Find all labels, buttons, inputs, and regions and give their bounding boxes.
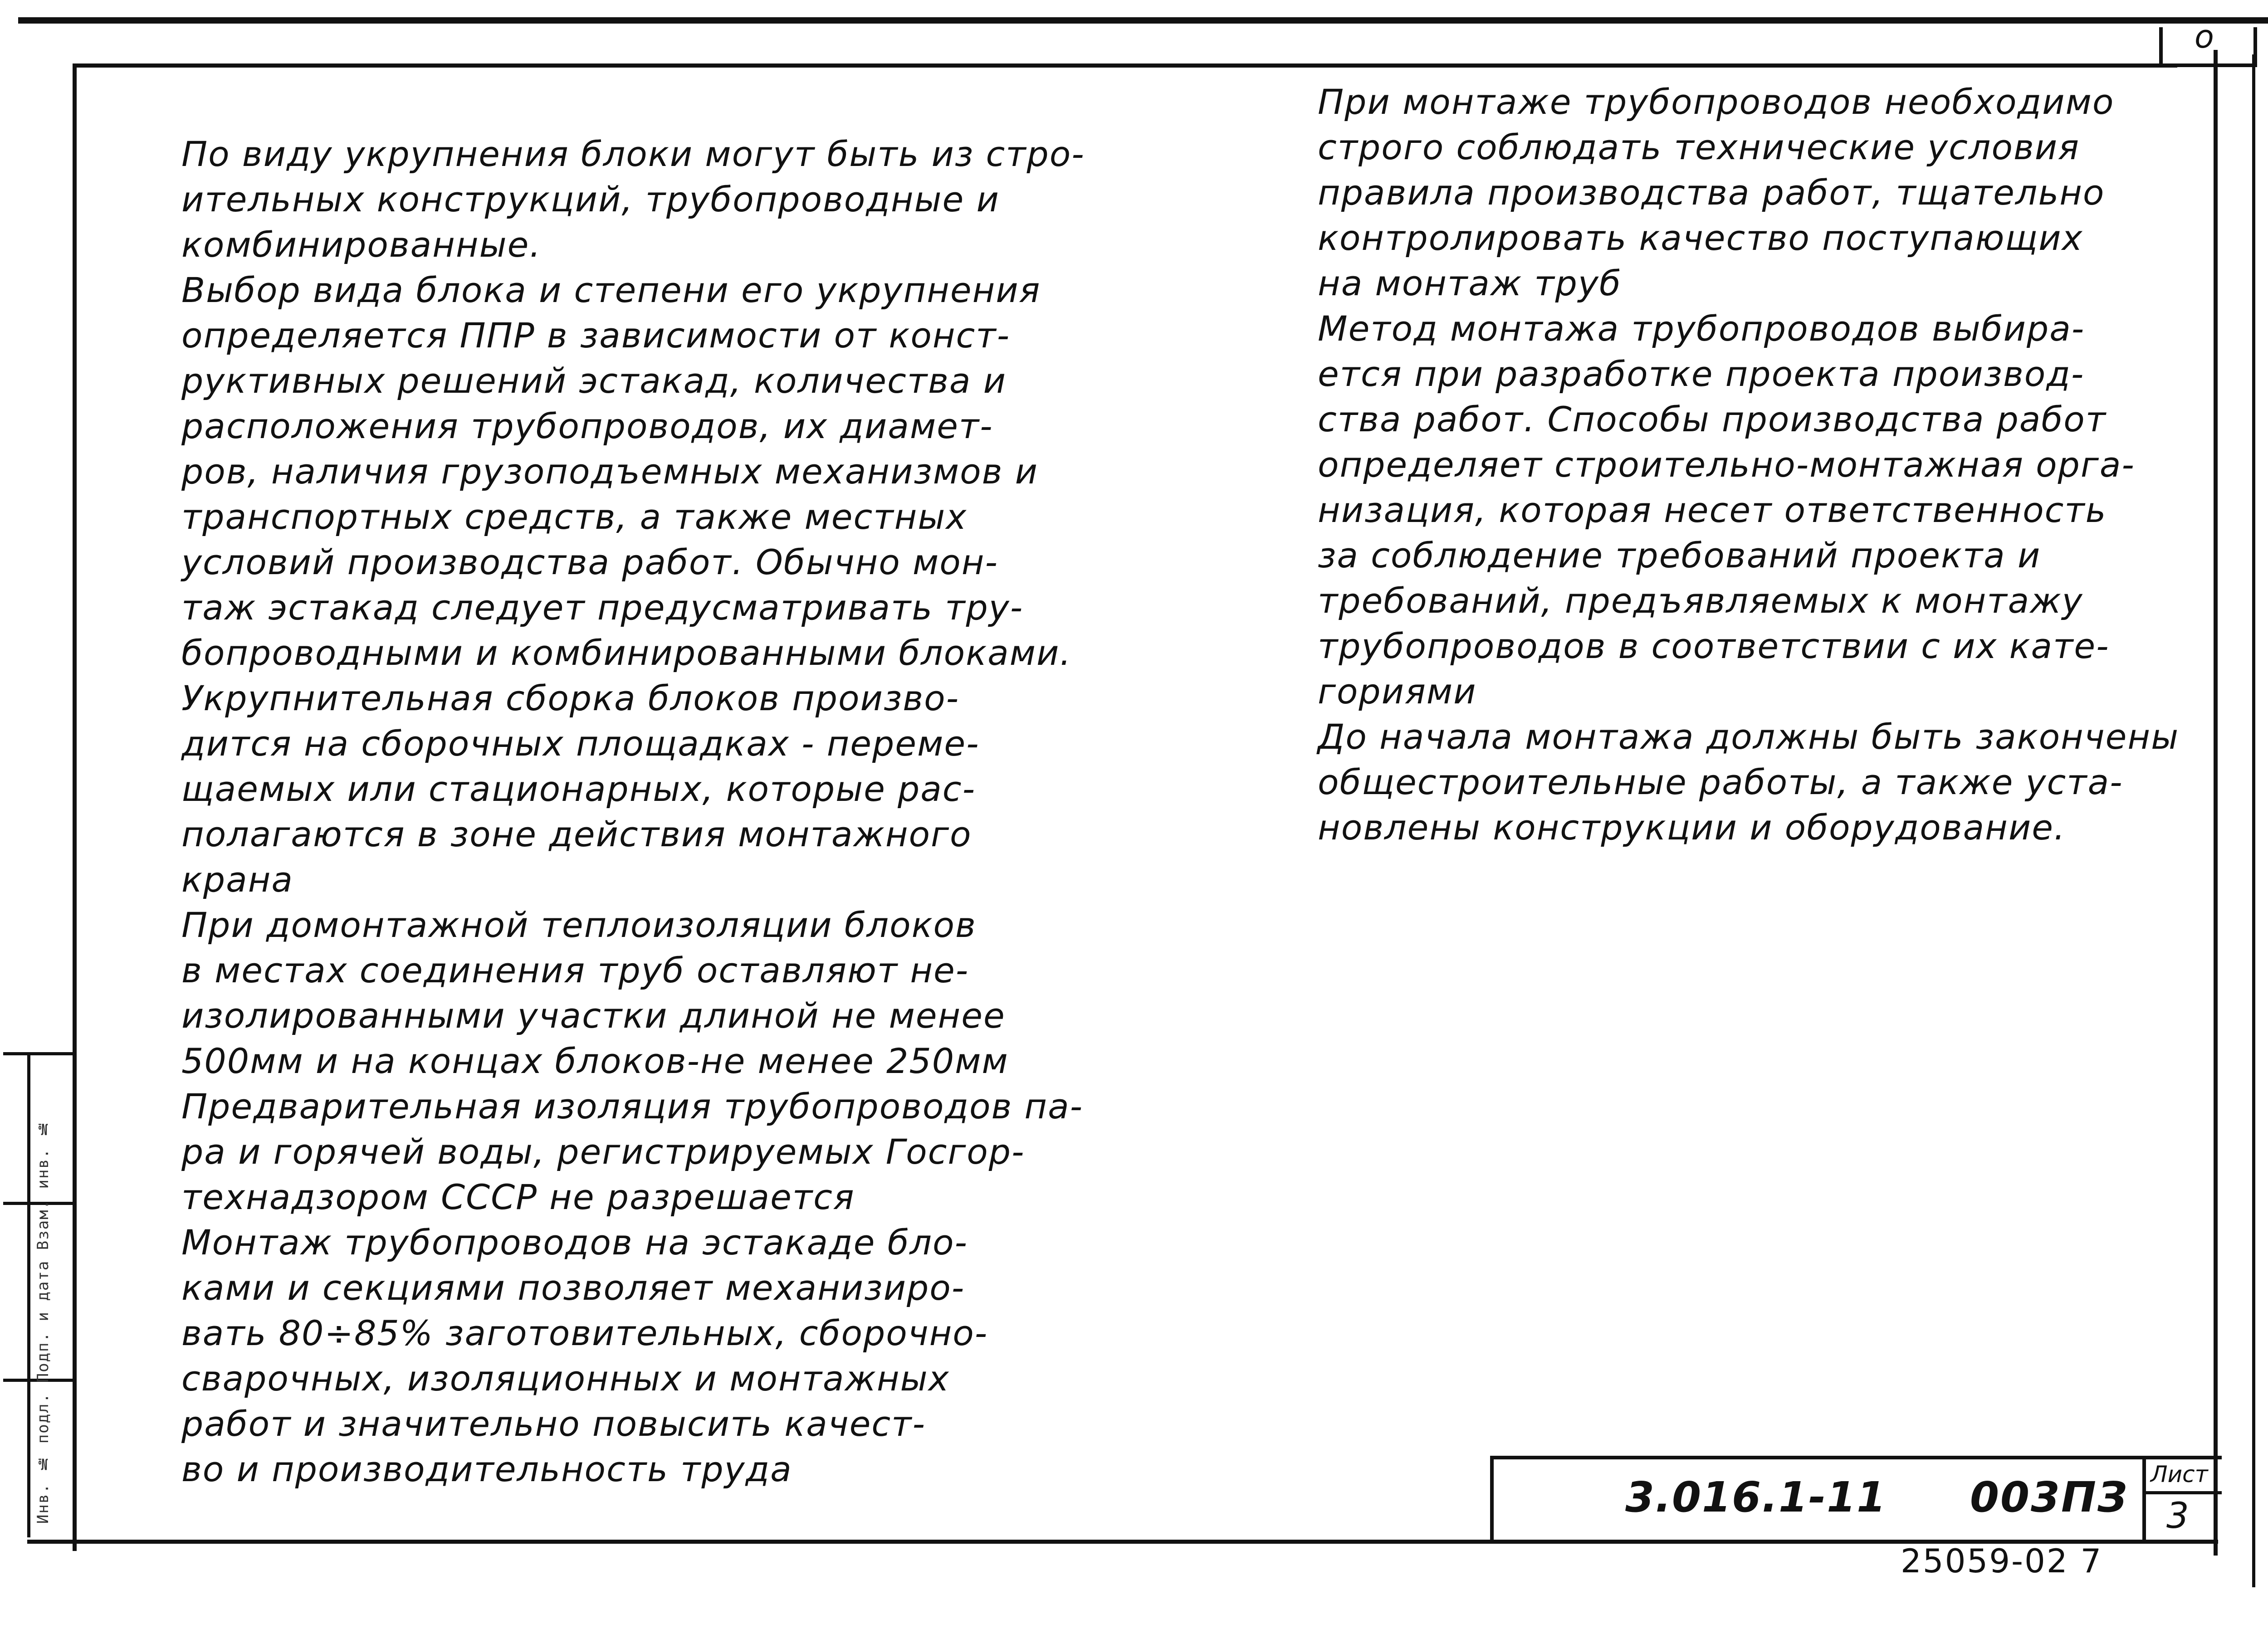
text-line: во и производительность труда [181,1449,792,1489]
text-line: ками и секциями позволяет механизиро- [181,1268,965,1308]
text-line: изолированными участки длиной не менее [181,995,1006,1036]
corner-sheet-tab [2159,18,2257,67]
text-line: работ и значительно повысить качест- [181,1404,926,1444]
text-line: контролировать качество поступающих [1318,218,2083,258]
text-line: По виду укрупнения блоки могут быть из стро- [181,134,1085,174]
text-line: При домонтажной теплоизоляции блоков [181,905,977,945]
text-line: низация, которая несет ответственность [1318,490,2107,530]
text-line: руктивных решений эстакад, количества и [181,361,1007,401]
binding-stamp [27,1052,77,1537]
title-block [1490,1456,2222,1543]
text-line: таж эстакад следует предусматривать тру- [181,587,1024,628]
text-line: условий производства работ. Обычно мон- [181,542,998,582]
text-line: сварочных, изоляционных и монтажных [181,1358,950,1399]
text-line: на монтаж труб [1318,263,1622,303]
text-line: расположения трубопроводов, их диамет- [181,406,993,446]
archive-number: 25059-02 7 [1901,1542,2103,1580]
sheet-cell-rule [2146,1491,2222,1494]
stamp-divider [3,1052,76,1055]
text-line: дится на сборочных площадках - переме- [181,723,980,764]
text-line: 500мм и на концах блоков-не менее 250мм [181,1041,1009,1081]
text-line: ров, наличия грузоподъемных механизмов и [181,451,1038,492]
text-line: определяет строительно-монтажная орга- [1318,444,2135,485]
sheet-cell [2142,1459,2222,1540]
text-line: правила производства работ, тщательно [1318,172,2105,213]
text-line: При монтаже трубопроводов необходимо [1318,82,2115,122]
text-line: трубопроводов в соответствии с их кате- [1318,626,2110,666]
text-line: комбинированные. [181,224,542,265]
text-line: бопроводными и комбинированными блоками. [181,633,1072,673]
binding-stamp-text: Инв. № подл. Подп. и дата Взам. инв. № [34,1119,52,1524]
text-line: До начала монтажа должны быть закончены [1318,717,2180,757]
text-line: Выбор вида блока и степени его укрупнения [181,270,1041,310]
text-line: щаемых или стационарных, которые рас- [181,769,976,809]
sheet-number: 3 [2166,1496,2189,1536]
text-line: Укрупнительная сборка блоков произво- [181,678,960,718]
text-line: определяется ППР в зависимости от конст- [181,315,1010,356]
text-line: вать 80÷85% заготовительных, сборочно- [181,1313,988,1353]
drawing-code: 3.016.1-11 [1625,1473,1887,1522]
right-text-column [1318,79,2216,850]
frame-right-outer [2252,54,2255,1587]
text-line: общестроительные работы, а также уста- [1318,762,2123,802]
text-line: за соблюдение требований проекта и [1318,535,2041,576]
text-line: ра и горячей воды, регистрируемых Госгор- [181,1132,1025,1172]
text-line: в местах соединения труб оставляют не- [181,950,969,990]
corner-tab-glyph: о [2195,18,2214,55]
sheet-label: Лист [2151,1461,2208,1488]
text-line: крана [181,859,293,900]
text-line: технадзором СССР не разрешается [181,1177,855,1217]
text-line: требований, предъявляемых к монтажу [1318,580,2083,621]
text-line: транспортных средств, а также местных [181,497,968,537]
text-line: строго соблюдать технические условия [1318,127,2080,167]
text-line: ется при разработке проекта производ- [1318,354,2085,394]
document-designation: 003ПЗ [1970,1473,2129,1522]
text-line: новлены конструкции и оборудование. [1318,807,2066,848]
text-line: Метод монтажа трубопроводов выбира- [1318,308,2085,349]
text-line: полагаются в зоне действия монтажного [181,814,972,854]
text-line: Монтаж трубопроводов на эстакаде бло- [181,1222,968,1263]
text-line: ительных конструкций, трубопроводные и [181,179,1000,219]
top-rule [18,17,2268,24]
text-line: гориями [1318,671,1477,712]
text-line: ства работ. Способы производства работ [1318,399,2107,439]
frame-top [73,63,2177,68]
text-line: Предварительная изоляция трубопроводов па- [181,1086,1084,1127]
left-text-column [181,132,1179,1492]
